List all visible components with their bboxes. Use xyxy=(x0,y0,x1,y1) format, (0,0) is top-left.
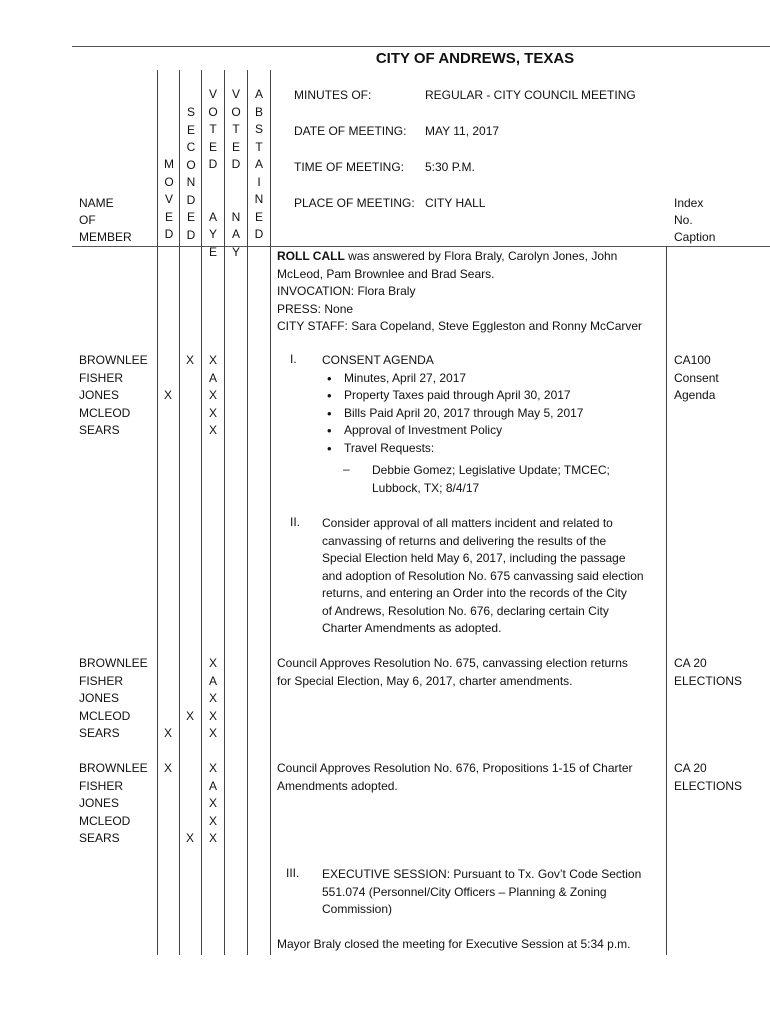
index-caption-line: Agenda xyxy=(674,388,716,402)
consent-item: • Minutes, April 27, 2017 xyxy=(344,370,583,388)
seconded-mark: X xyxy=(185,353,194,367)
date-label: DATE OF MEETING: xyxy=(294,124,407,138)
seconded-letter: S xyxy=(186,105,195,119)
travel-sub-line: Debbie Gomez; Legislative Update; TMCEC; xyxy=(372,463,610,477)
closing-statement: Mayor Braly closed the meeting for Executive Session at 5:34 p.m. xyxy=(277,937,631,951)
col-divider-3 xyxy=(201,70,202,955)
nay-letter: V xyxy=(231,87,240,101)
seconded-mark xyxy=(180,760,200,778)
resolution-676-line: Amendments adopted. xyxy=(277,778,398,793)
item-1-number: I. xyxy=(290,352,297,366)
aye-mark: A xyxy=(208,778,217,793)
name-header-line: NAME xyxy=(79,196,114,210)
item-2-line: Special Election held May 6, 2017, including the passage xyxy=(322,551,626,565)
seconded-mark xyxy=(180,405,200,423)
date-value: MAY 11, 2017 xyxy=(425,124,500,138)
consent-item: • Approval of Investment Policy xyxy=(344,422,583,440)
seconded-mark xyxy=(180,725,200,743)
consent-item: • Property Taxes paid through April 30, 2017 xyxy=(344,387,583,405)
consent-item: • Bills Paid April 20, 2017 through May 5, 2017 xyxy=(344,405,583,423)
minutes-value: REGULAR - CITY COUNCIL MEETING xyxy=(425,88,636,102)
aye-mark: X xyxy=(208,761,217,775)
travel-sub-dash: – xyxy=(343,462,350,476)
voted-nay-column-header xyxy=(226,86,246,261)
vote-block-1-aye xyxy=(203,352,223,440)
moved-mark xyxy=(158,405,178,423)
member-name: MCLEOD xyxy=(79,813,131,828)
vote-block-2-members xyxy=(79,655,148,743)
seconded-letter: C xyxy=(186,140,196,154)
member-name: SEARS xyxy=(79,726,120,740)
moved-mark xyxy=(158,778,178,796)
aye-mark: X xyxy=(208,831,217,845)
vote-block-2-moved xyxy=(158,655,178,743)
abstained-letter: A xyxy=(254,87,263,101)
index-caption-line: CA 20 xyxy=(674,761,707,775)
aye-mark: X xyxy=(208,708,217,723)
seconded-letter: E xyxy=(186,210,195,224)
moved-mark: X xyxy=(163,726,172,740)
col-divider-7 xyxy=(666,246,667,955)
seconded-mark xyxy=(180,690,200,708)
aye-mark: X xyxy=(208,691,217,705)
resolution-675-line: for Special Election, May 6, 2017, charter amendments. xyxy=(277,673,573,688)
index-caption-line: CA100 xyxy=(674,353,711,367)
vote-block-2-aye xyxy=(203,655,223,743)
nay-letter: N xyxy=(231,209,241,224)
page-title: CITY OF ANDREWS, TEXAS xyxy=(375,50,575,67)
aye-letter: V xyxy=(208,87,217,101)
aye-letter: A xyxy=(208,209,217,224)
aye-mark: A xyxy=(208,673,217,688)
name-header-line: OF xyxy=(79,213,96,227)
aye-mark: X xyxy=(208,796,217,810)
index-header-line: Index xyxy=(674,196,704,210)
roll-call-section xyxy=(277,248,642,336)
aye-mark: X xyxy=(208,726,217,740)
vote-block-1-members xyxy=(79,352,148,440)
seconded-mark: X xyxy=(185,708,194,723)
resolution-675-line: Council Approves Resolution No. 675, canvassing election returns xyxy=(277,656,628,670)
name-header-line: MEMBER xyxy=(79,230,132,244)
item-2-number: II. xyxy=(290,515,301,529)
item-3-line: EXECUTIVE SESSION: Pursuant to Tx. Gov’t Code Section xyxy=(322,867,642,881)
moved-mark: X xyxy=(163,388,172,402)
seconded-mark: X xyxy=(185,831,194,845)
item-2-line: Charter Amendments as adopted. xyxy=(322,621,502,635)
member-name: SEARS xyxy=(79,831,120,845)
abstained-column-header xyxy=(249,86,269,244)
aye-letter: E xyxy=(208,244,217,259)
abstained-letter: D xyxy=(254,227,264,241)
vote-block-1-seconded xyxy=(180,352,200,440)
member-name: MCLEOD xyxy=(79,708,131,723)
item-2-line: canvassing of returns and delivering the results of the xyxy=(322,533,607,548)
aye-mark: X xyxy=(208,353,217,367)
aye-mark: A xyxy=(208,370,217,385)
moved-mark xyxy=(158,655,178,673)
travel-sub-item xyxy=(372,462,610,497)
abstained-letter: E xyxy=(254,209,263,224)
minutes-label: MINUTES OF: xyxy=(294,88,372,102)
member-name: BROWNLEE xyxy=(79,761,148,775)
member-name: JONES xyxy=(79,691,120,705)
seconded-mark xyxy=(180,778,200,796)
seconded-letter: N xyxy=(186,175,196,189)
moved-mark xyxy=(158,813,178,831)
city-staff-line: CITY STAFF: Sara Copeland, Steve Eggleston and Ronny McCarver xyxy=(277,319,643,333)
moved-mark xyxy=(158,422,178,440)
roll-call-text: was answered by Flora Braly, Carolyn Jones, John xyxy=(344,249,618,263)
moved-mark xyxy=(158,673,178,691)
vote-block-2-seconded xyxy=(180,655,200,743)
index-caption-line: ELECTIONS xyxy=(674,778,743,793)
seconded-letter: E xyxy=(186,122,195,137)
consent-agenda-list xyxy=(344,370,583,458)
aye-letter xyxy=(203,191,223,209)
roll-call-line: McLeod, Pam Brownlee and Brad Sears. xyxy=(277,266,495,281)
member-name: SEARS xyxy=(79,423,120,437)
item-3-line: Commission) xyxy=(322,902,393,916)
vote-block-1-moved xyxy=(158,352,178,440)
item-2-text xyxy=(322,515,644,638)
nay-letter: A xyxy=(231,227,240,241)
index-caption-line: Consent xyxy=(674,370,719,385)
moved-mark xyxy=(158,708,178,726)
roll-call-line xyxy=(277,248,642,266)
member-name: JONES xyxy=(79,388,120,402)
invocation-line: INVOCATION: Flora Braly xyxy=(277,284,416,298)
voted-aye-column-header xyxy=(203,86,223,261)
index-caption-line: ELECTIONS xyxy=(674,673,743,688)
member-name: MCLEOD xyxy=(79,405,131,420)
member-name: FISHER xyxy=(79,673,124,688)
aye-letter: O xyxy=(208,104,218,119)
vote-block-3-moved xyxy=(158,760,178,848)
abstained-letter: B xyxy=(254,104,263,119)
moved-column-header xyxy=(159,156,179,244)
item-1-index xyxy=(674,352,719,405)
nay-letter: T xyxy=(232,122,240,136)
nay-letter: O xyxy=(231,104,241,119)
moved-letter: O xyxy=(164,174,174,189)
time-value: 5:30 P.M. xyxy=(425,160,475,174)
member-name: BROWNLEE xyxy=(79,656,148,670)
seconded-mark xyxy=(180,813,200,831)
index-caption-line: CA 20 xyxy=(674,656,707,670)
vote-block-3-seconded xyxy=(180,760,200,848)
nay-letter xyxy=(226,174,246,192)
moved-mark: X xyxy=(163,761,172,775)
resolution-675-index xyxy=(674,655,742,690)
moved-mark xyxy=(158,690,178,708)
index-header-line: Caption xyxy=(674,230,716,244)
seconded-mark xyxy=(180,655,200,673)
travel-sub-line: Lubbock, TX; 8/4/17 xyxy=(372,480,480,495)
moved-letter: M xyxy=(164,157,174,171)
col-divider-5 xyxy=(247,70,248,955)
nay-letter: Y xyxy=(231,244,240,259)
item-2-line: Consider approval of all matters incident and related to xyxy=(322,516,613,530)
resolution-676-line: Council Approves Resolution No. 676, Propositions 1-15 of Charter xyxy=(277,761,633,775)
seconded-column-header xyxy=(181,104,201,244)
seconded-letter: O xyxy=(186,157,196,172)
seconded-mark xyxy=(180,795,200,813)
nay-letter xyxy=(226,191,246,209)
moved-letter: V xyxy=(164,192,173,206)
item-3-text xyxy=(322,866,641,919)
moved-mark xyxy=(158,795,178,813)
member-name: BROWNLEE xyxy=(79,353,148,367)
col-divider-4 xyxy=(224,70,225,955)
press-line: PRESS: None xyxy=(277,301,354,316)
moved-mark xyxy=(158,370,178,388)
place-label: PLACE OF MEETING: xyxy=(294,196,415,210)
consent-item: • Travel Requests: xyxy=(344,440,583,458)
aye-letter: E xyxy=(208,139,217,154)
resolution-675-text xyxy=(277,655,628,690)
index-header-line: No. xyxy=(674,213,693,227)
aye-mark: X xyxy=(208,656,217,670)
name-column-header xyxy=(79,195,132,246)
time-label: TIME OF MEETING: xyxy=(294,160,404,174)
vote-block-3-members xyxy=(79,760,148,848)
aye-letter: D xyxy=(208,157,218,171)
seconded-mark xyxy=(180,422,200,440)
abstained-letter: N xyxy=(254,192,264,206)
top-rule xyxy=(72,46,770,47)
aye-mark: X xyxy=(208,405,217,420)
item-3-line: 551.074 (Personnel/City Officers – Planning & Zoning xyxy=(322,884,607,899)
roll-call-heading: ROLL CALL xyxy=(277,249,345,263)
item-2-line: returns, and entering an Order into the records of the City xyxy=(322,586,627,600)
seconded-mark xyxy=(180,673,200,691)
abstained-letter: T xyxy=(255,139,263,154)
nay-letter: D xyxy=(231,157,241,171)
nay-letter: E xyxy=(231,139,240,154)
moved-mark xyxy=(158,830,178,848)
moved-letter: D xyxy=(164,227,174,241)
aye-mark: X xyxy=(208,423,217,437)
vote-block-3-aye xyxy=(203,760,223,848)
seconded-mark xyxy=(180,387,200,405)
aye-mark: X xyxy=(208,388,217,402)
member-name: FISHER xyxy=(79,370,124,385)
item-3-number: III. xyxy=(286,866,300,880)
moved-letter: E xyxy=(164,209,173,224)
abstained-letter: I xyxy=(257,174,261,189)
abstained-letter: A xyxy=(254,157,263,171)
place-value: CITY HALL xyxy=(425,196,486,210)
resolution-676-index xyxy=(674,760,742,795)
moved-mark xyxy=(158,352,178,370)
item-1-title: CONSENT AGENDA xyxy=(322,353,434,367)
index-column-header xyxy=(674,195,715,246)
item-2-line: and adoption of Resolution No. 675 canvassing said election xyxy=(322,568,644,583)
member-name: JONES xyxy=(79,796,120,810)
seconded-letter: D xyxy=(186,227,196,242)
aye-letter: Y xyxy=(208,227,217,241)
abstained-letter: S xyxy=(254,122,263,136)
seconded-letter: D xyxy=(186,192,196,207)
aye-letter: T xyxy=(209,122,217,136)
col-divider-6 xyxy=(270,70,271,955)
seconded-mark xyxy=(180,370,200,388)
member-name: FISHER xyxy=(79,778,124,793)
aye-mark: X xyxy=(208,813,217,828)
aye-letter xyxy=(203,174,223,192)
item-2-line: of Andrews, Resolution No. 676, declaring certain City xyxy=(322,603,609,618)
resolution-676-text xyxy=(277,760,633,795)
